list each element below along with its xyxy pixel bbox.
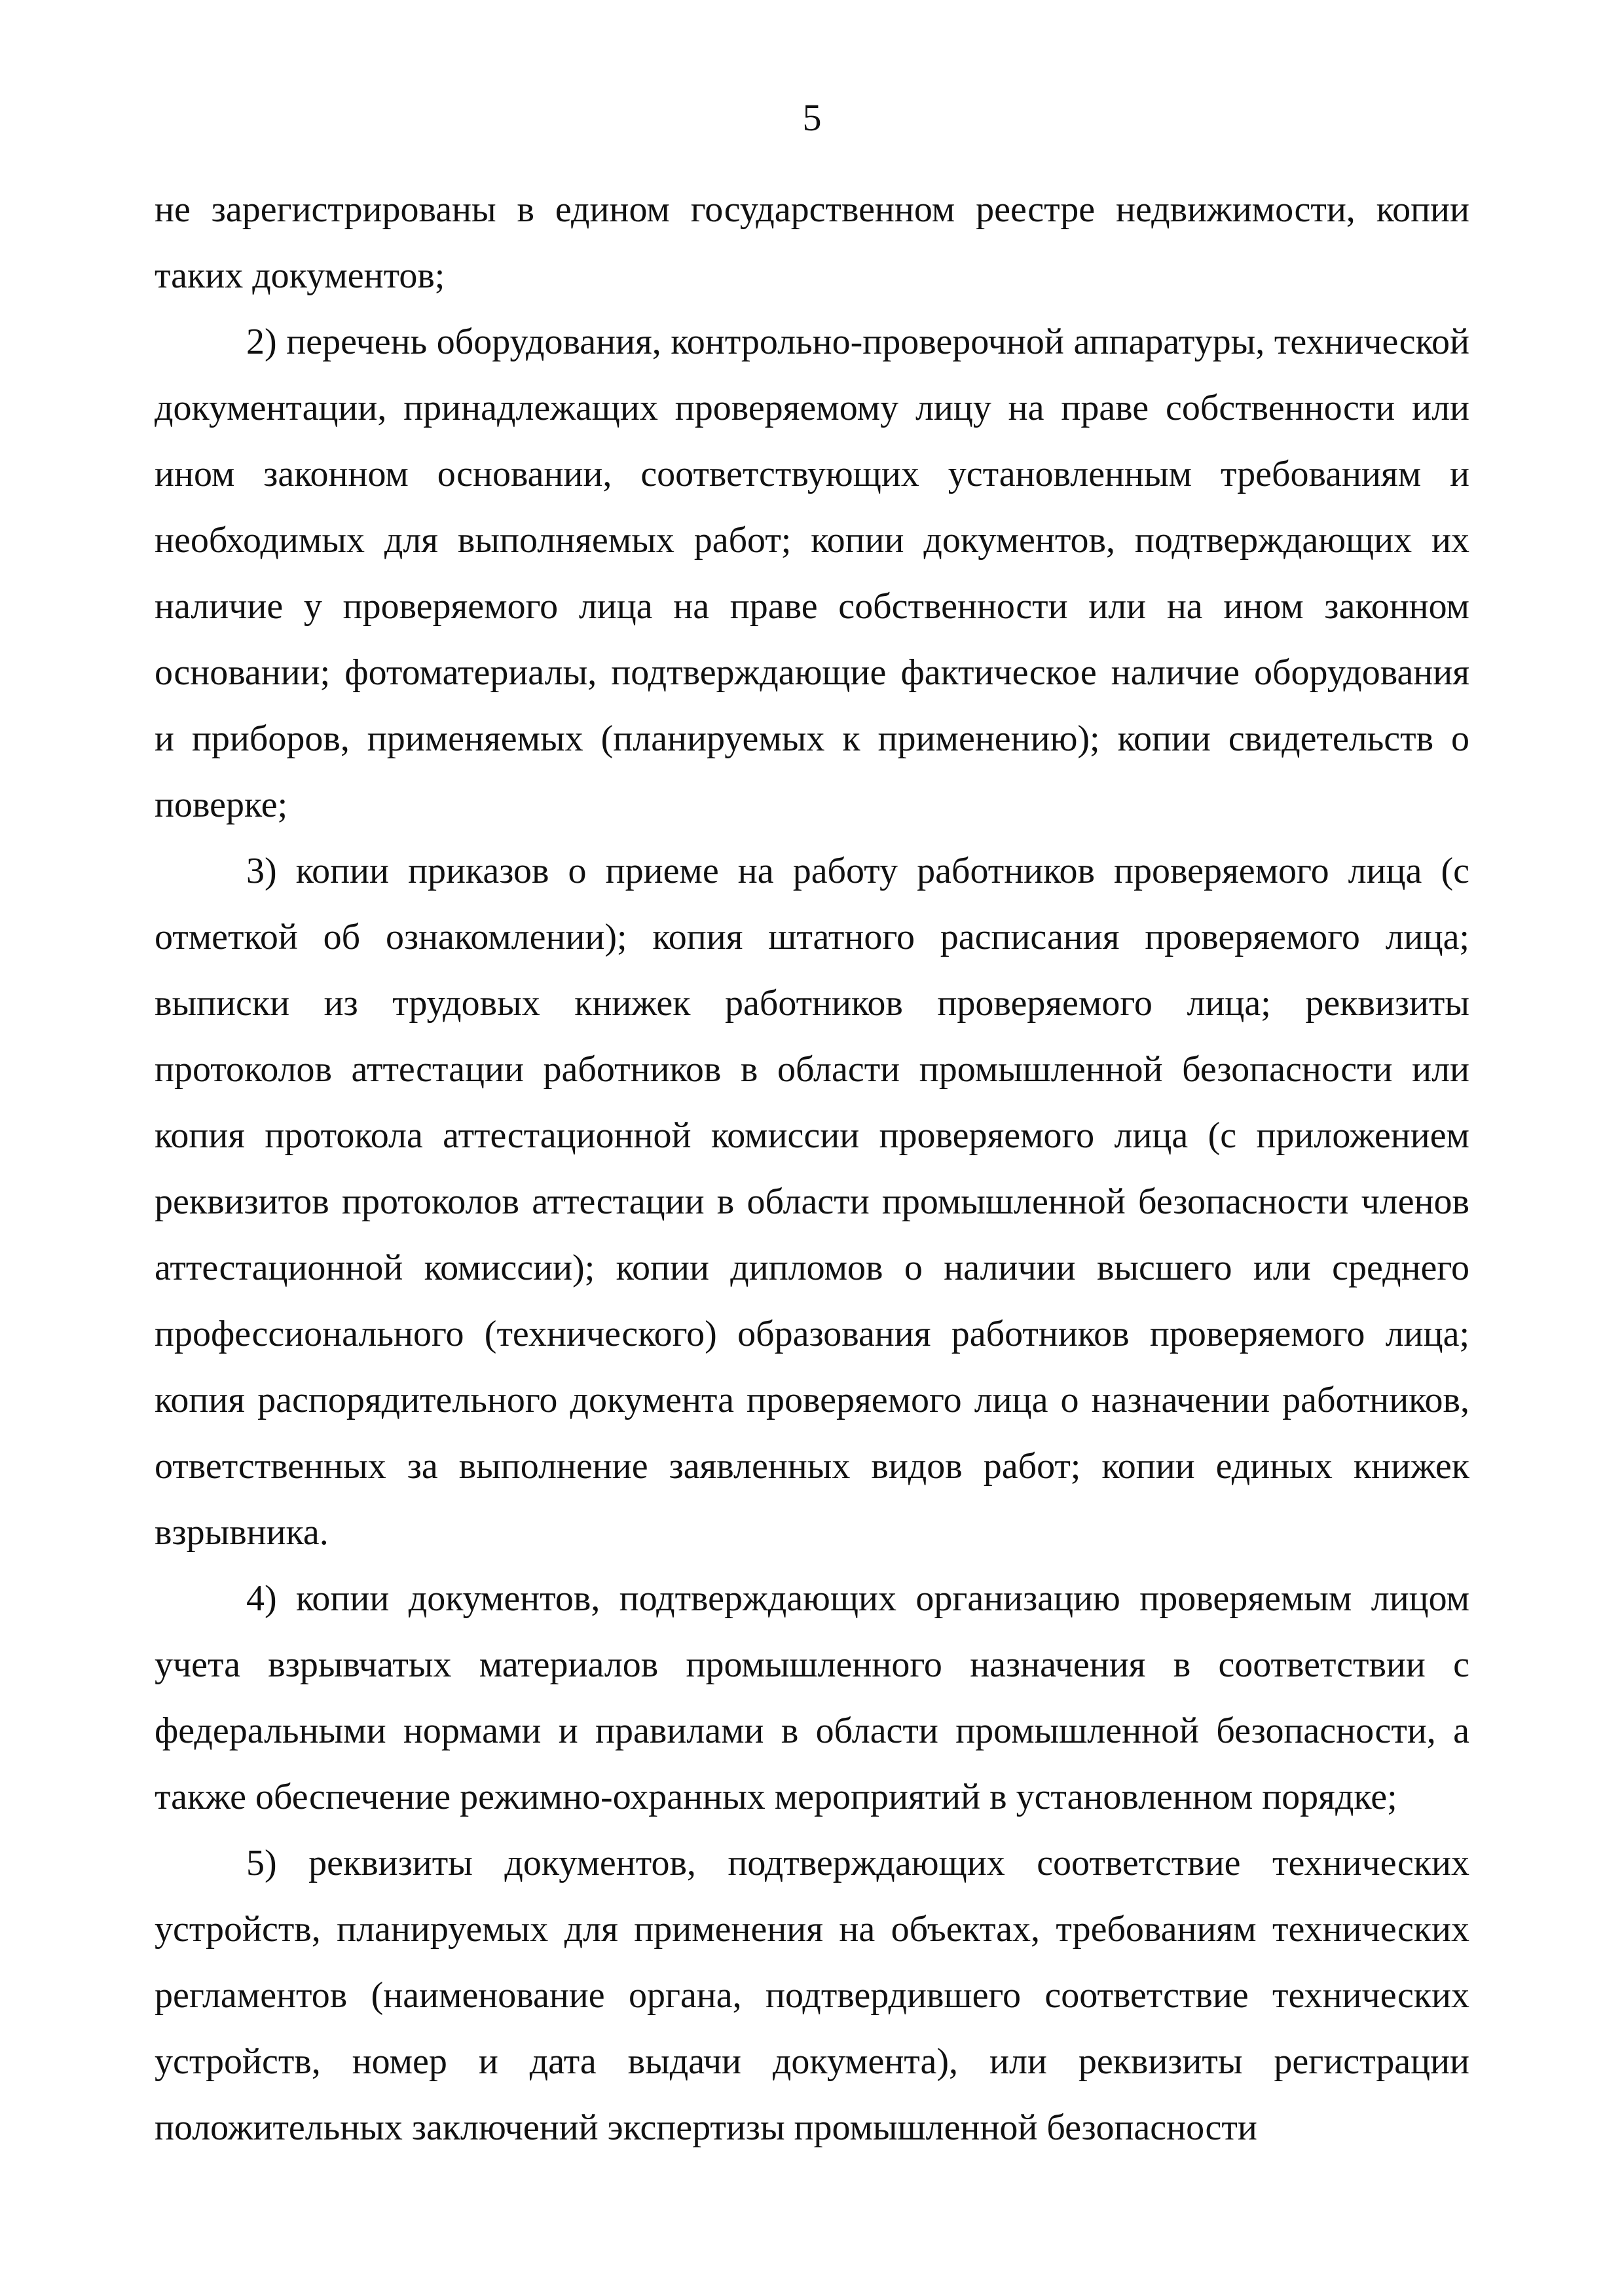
- document-body: [155, 177, 1469, 2161]
- paragraph-item-4: 4) копии документов, подтверждающих организацию проверяемым лицом учета взрывчатых материалов промышленного назначения в соответствии с федеральными нормами и правилами в области промышленной безопасности, а также обеспечение режимно-охранных мероприятий в установленном порядке;: [155, 1578, 1469, 1817]
- paragraph-item-3: 3) копии приказов о приеме на работу работников проверяемого лица (с отметкой об ознакомлении); копия штатного расписания проверяемого лица; выписки из трудовых книжек работников проверяемого лица; реквизиты протоколов аттестации работников в области промышленной безопасности или копия протокола аттестационной комиссии проверяемого лица (с приложением реквизитов протоколов аттестации в области промышленной безопасности членов аттестационной комиссии); копии дипломов о наличии высшего или среднего профессионального (технического) образования работников проверяемого лица; копия распорядительного документа проверяемого лица о назначении работников, ответственных за выполнение заявленных видов работ; копии единых книжек взрывника.: [155, 851, 1469, 1553]
- paragraph-item-2: 2) перечень оборудования, контрольно-проверочной аппаратуры, технической документации, принадлежащих проверяемому лицу на праве собственности или ином законном основании, соответствующих установленным требованиям и необходимых для выполняемых работ; копии документов, подтверждающих их наличие у проверяемого лица на праве собственности или на ином законном основании; фотоматериалы, подтверждающие фактическое наличие оборудования и приборов, применяемых (планируемых к применению); копии свидетельств о поверке;: [155, 322, 1469, 825]
- paragraph-item-5: 5) реквизиты документов, подтверждающих соответствие технических устройств, планируемых для применения на объектах, требованиям технических регламентов (наименование органа, подтвердившего соответствие технических устройств, номер и дата выдачи документа), или реквизиты регистрации положительных заключений экспертизы промышленной безопасности: [155, 1843, 1469, 2148]
- page-number: 5: [802, 96, 822, 139]
- paragraph-continuation: не зарегистрированы в едином государственном реестре недвижимости, копии таких документов;: [155, 189, 1469, 296]
